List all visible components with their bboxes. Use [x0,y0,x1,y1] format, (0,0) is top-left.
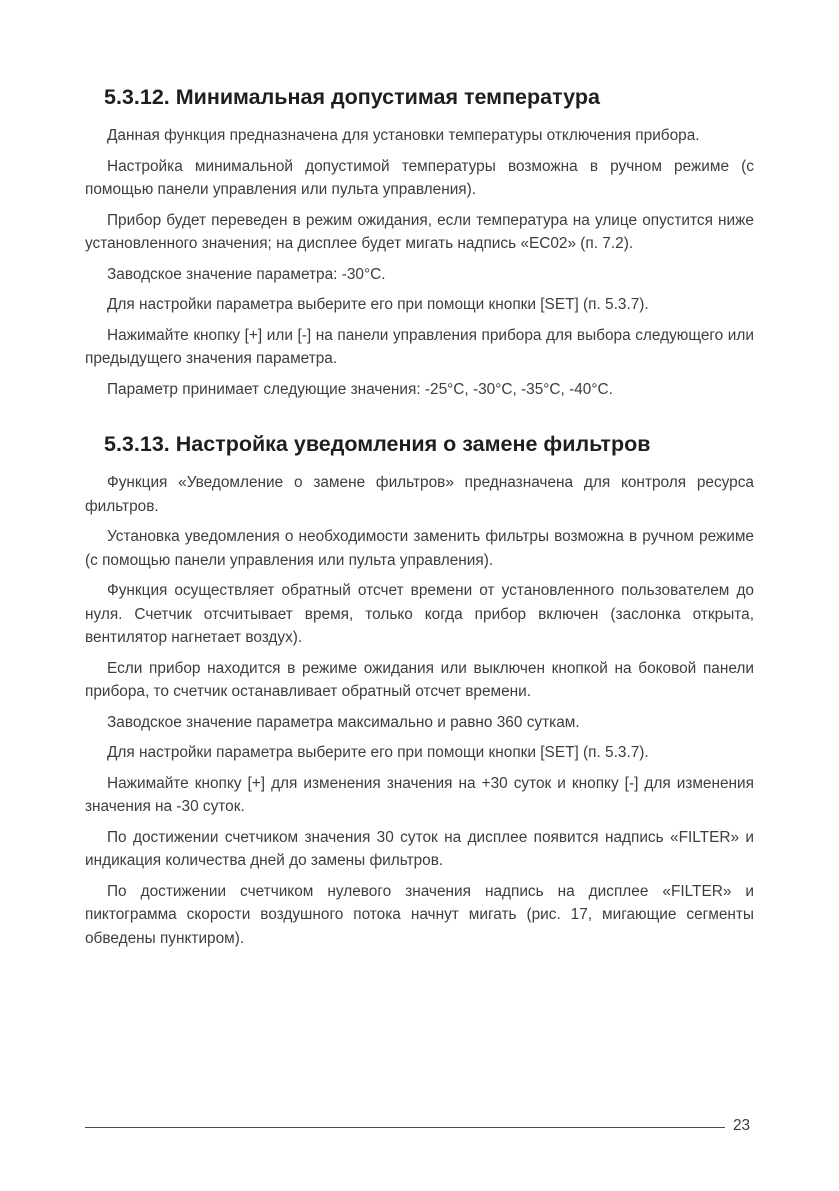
paragraph: Для настройки параметра выберите его при помощи кнопки [SET] (п. 5.3.7). [107,296,649,313]
section-min-temperature [85,82,754,401]
section-heading: 5.3.13. Настройка уведомления о замене фильтров [104,432,651,456]
page-content [85,82,754,957]
paragraph: Данная функция предназначена для установки температуры отключения прибора. [107,127,700,144]
section-filter-notification [85,429,754,950]
paragraph: По достижении счетчиком нулевого значения надпись на дисплее «FILTER» и пиктограмма скорости воздушного потока начнут мигать (рис. 17, мигающие сегменты обведены пунктиром). [85,882,754,947]
section-heading: 5.3.12. Минимальная допустимая температура [104,85,600,109]
paragraph: Параметр принимает следующие значения: -25°С, -30°С, -35°С, -40°С. [107,380,613,398]
page-number: 23 [733,1117,751,1134]
paragraph: Если прибор находится в режиме ожидания или выключен кнопкой на боковой панели прибора, то счетчик останавливает обратный отсчет времени. [85,659,754,700]
paragraph: Нажимайте кнопку [+] для изменения значения на +30 суток и кнопку [-] для изменения значения на -30 суток. [85,774,754,815]
paragraph: Прибор будет переведен в режим ожидания, если температура на улице опустится ниже установленного значения; на дисплее будет мигать надпись «ЕС02» (п. 7.2). [85,211,754,252]
paragraph: Настройка минимальной допустимой температуры возможна в ручном режиме (с помощью панели управления или пульта управления). [85,157,754,198]
paragraph: Функция осуществляет обратный отсчет времени от установленного пользователем до нуля. Счетчик отсчитывает время, только когда прибор включен (заслонка открыта, вентилятор нагнетает воздух). [85,582,754,646]
paragraph: Установка уведомления о необходимости заменить фильтры возможна в ручном режиме (с помощью панели управления или пульта управления). [85,528,754,569]
paragraph: По достижении счетчиком значения 30 суток на дисплее появится надпись «FILTER» и индикация количества дней до замены фильтров. [85,828,754,869]
paragraph: Для настройки параметра выберите его при помощи кнопки [SET] (п. 5.3.7). [107,744,649,761]
paragraph: Заводское значение параметра: -30°С. [107,265,386,283]
paragraph: Нажимайте кнопку [+] или [-] на панели управления прибора для выбора следующего или предыдущего значения параметра. [85,326,754,367]
paragraph: Заводское значение параметра максимально и равно 360 суткам. [107,713,580,731]
paragraph: Функция «Уведомление о замене фильтров» предназначена для контроля ресурса фильтров. [85,474,754,515]
footer-divider [85,1127,725,1128]
